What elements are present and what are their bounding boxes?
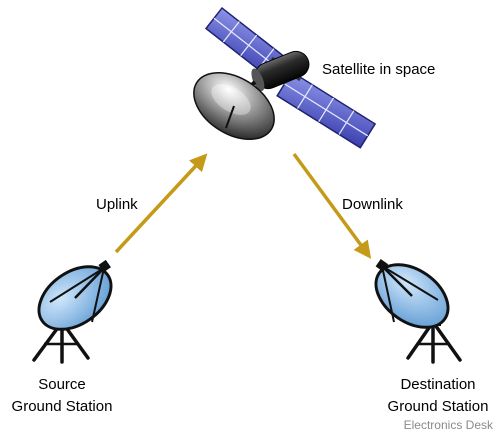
satellite — [182, 8, 375, 153]
destination-label-line1: Destination — [400, 376, 476, 393]
satellite-label: Satellite in space — [322, 61, 436, 78]
source-ground-station — [27, 254, 122, 362]
uplink-label: Uplink — [96, 196, 138, 213]
watermark: Electronics Desk — [403, 418, 493, 432]
destination-ground-station — [364, 252, 460, 362]
downlink-label: Downlink — [342, 196, 403, 213]
lower-solar-panel — [277, 72, 375, 148]
source-label-line1: Source — [38, 376, 86, 393]
destination-label-line2: Ground Station — [387, 398, 489, 415]
source-label-line2: Ground Station — [11, 398, 113, 415]
